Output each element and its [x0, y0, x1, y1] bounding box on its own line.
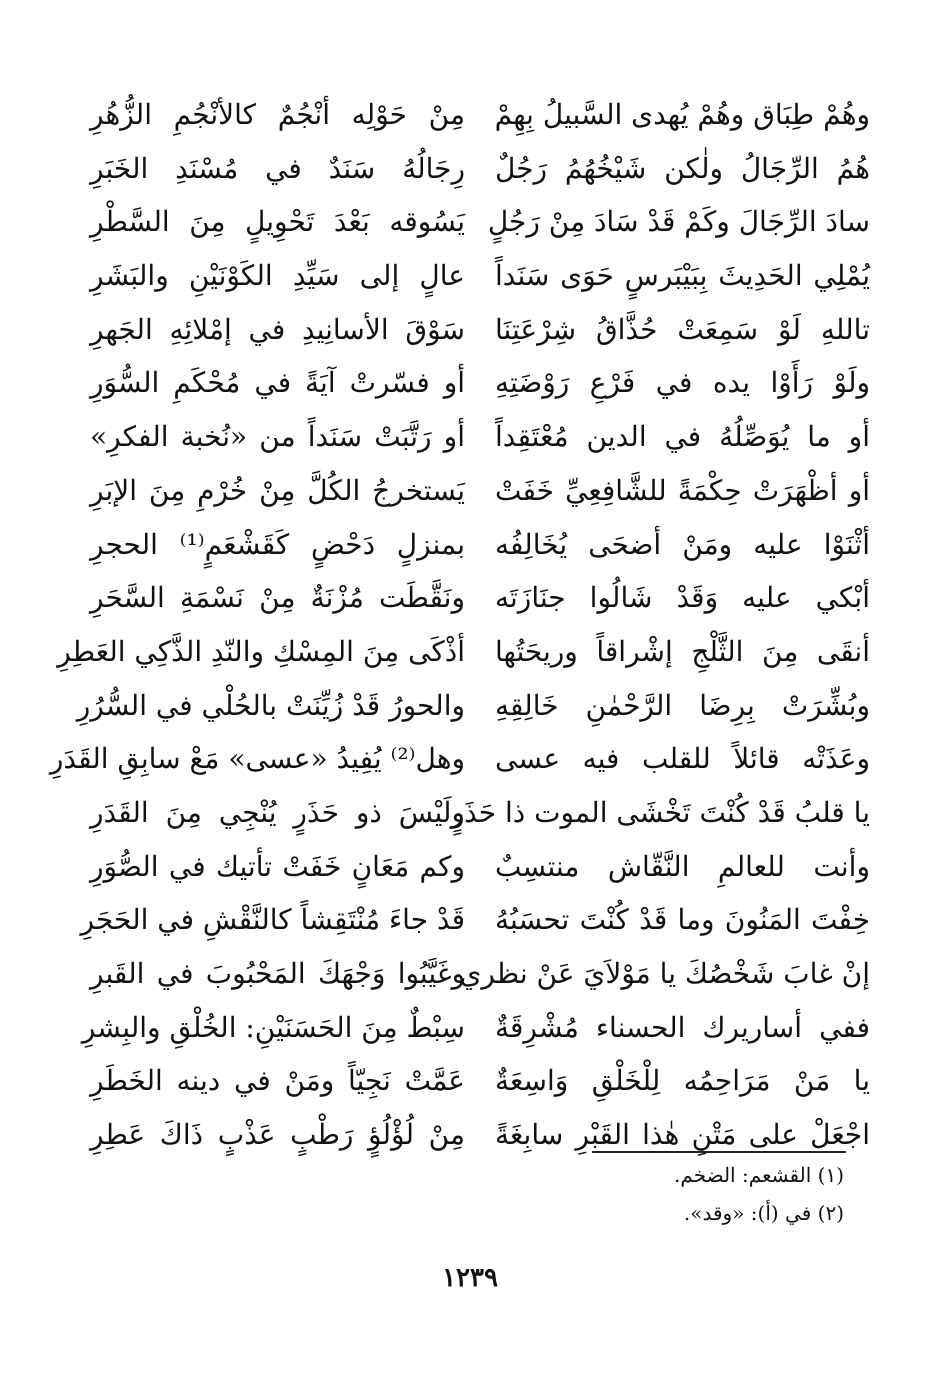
verse-first-hemistich: ففي أساريرك الحسناء مُشْرِقَةٌ — [495, 1010, 870, 1044]
verse-second-hemistich: مِنْ لُؤْلُؤٍ رَطْبٍ عَذْبٍ ذَاكَ عَطِرِ — [90, 1118, 465, 1152]
verse-line — [81, 1001, 870, 1055]
footnote-separator — [592, 1151, 846, 1153]
verse-first-hemistich: وبُشِّرَتْ بِرِضَا الرَّحْمٰنِ خَالِقِهِ — [495, 688, 870, 722]
footnote-2: (٢) في (أ): «وقد». — [683, 1201, 844, 1225]
page-number: ١٢٣٩ — [442, 1263, 498, 1293]
verse-second-hemistich: عالٍ إلى سَيِّدِ الكَوْنَيْنِ والبَشَرِ — [90, 259, 465, 293]
verse-second-hemistich: سِبْطٌ مِنَ الحَسَنَيْنِ: الخُلْقِ والبِشرِ — [81, 1010, 465, 1044]
verse-second-hemistich: مِنْ حَوْلِه أنْجُمٌ كالأنْجُمِ الزُّهُرِ — [90, 98, 465, 132]
verse-first-hemistich: أثْنَوْا عليه ومَنْ أضحَى يُخَالِفُه — [495, 527, 870, 561]
verse-first-hemistich: أبْكي عليه وَقَدْ شَالُوا جنَازَتَه — [495, 581, 870, 615]
verse-first-hemistich: وعَذَتْه قائلاً للقلب فيه عسى — [495, 742, 870, 776]
footnote-1: (١) القشعم: الضخم. — [674, 1163, 844, 1187]
verse-first-hemistich: هُمُ الرِّجَالُ ولٰكن شَيْخُهُمُ رَجُلٌ — [495, 151, 870, 185]
verse-first-hemistich: سادَ الرِّجَالَ وكَمْ قَدْ سَادَ مِنْ رَجُلٍ — [487, 205, 870, 239]
verse-line — [90, 464, 870, 518]
verse-second-hemistich: سَوْقَ الأسانِيدِ في إمْلائِهِ الجَهرِ — [90, 312, 465, 346]
verse-second-hemistich: يَستخرجُ الكُلَّ مِنْ خُرْمِ مِنَ الإبَرِ — [90, 473, 465, 507]
verse-second-hemistich: رِجَالُهُ سَنَدٌ في مُسْنَدِ الخَبَرِ — [90, 151, 465, 185]
verse-line — [80, 893, 870, 947]
verse-first-hemistich: وأنت للعالمِ النَّقّاش منتسِبٌ — [495, 849, 870, 883]
verse-line — [90, 142, 870, 196]
verse-first-hemistich: تاللهِ لَوْ سَمِعَتْ حُذَّاقُ شِرْعَتِنَا — [495, 312, 870, 346]
verse-line — [90, 410, 870, 464]
verse-second-hemistich: ولَيْسَ ذو حَذَرٍ يُنْجِي مِنَ القَدَرِ — [90, 795, 465, 829]
poem-body — [49, 88, 870, 1162]
verse-second-hemistich: وغَيَّبُوا وَجْهَكَ المَحْبُوبَ في القَبرِ — [90, 957, 465, 991]
verse-first-hemistich: ولَوْ رَأَوْا يده في فَرْعِ رَوْضَتِهِ — [495, 366, 870, 400]
verse-second-hemistich: بمنزلٍ دَحْضٍ كَقَشْعَمٍ⁽¹⁾ الحجرِ — [90, 527, 465, 561]
verse-first-hemistich: خِفْتَ المَنُونَ وما قَدْ كُنْتَ تحسَبُهُ — [495, 903, 870, 937]
verse-line — [90, 1054, 870, 1108]
verse-second-hemistich: عَمَّتْ نَجِيّاً ومَنْ في دينه الخَطَرِ — [90, 1064, 465, 1098]
verse-line — [90, 356, 870, 410]
verse-first-hemistich: أنقَى مِنَ الثَّلْجِ إشْراقاً وريحَتُها — [495, 634, 870, 668]
verse-first-hemistich: يا قلبُ قَدْ كُنْتَ تَخْشَى الموت ذا حَذَرٍ — [450, 795, 870, 829]
verse-first-hemistich: أو أظْهَرَتْ حِكْمَةً للشَّافِعِيِّ خَفَتْ — [495, 473, 870, 507]
verse-second-hemistich: أو رَتَّبَتْ سَنَداً من «نُخبة الفكرِ» — [90, 420, 465, 454]
verse-second-hemistich: وهل⁽²⁾ يُفِيدُ «عسى» مَعْ سابِقِ القَدَرِ — [49, 742, 465, 776]
footnotes — [484, 1163, 844, 1239]
verse-line — [90, 88, 870, 142]
verse-first-hemistich: وهُمْ طِبَاق وهُمْ يُهدى السَّبيلُ بِهِمْ — [494, 98, 870, 132]
verse-first-hemistich: يا مَنْ مَرَاحِمُه لِلْخَلْقِ وَاسِعَةٌ — [495, 1064, 870, 1098]
verse-line — [57, 625, 870, 679]
verse-line — [90, 786, 870, 840]
verse-second-hemistich: يَسُوقه بَعْدَ تَحْوِيلٍ مِنَ السَّطْرِ — [90, 205, 465, 239]
verse-line — [90, 518, 870, 572]
verse-second-hemistich: ونَقَّطَت مُزْنَةٌ مِنْ نَسْمَةِ السَّحَرِ — [90, 581, 465, 615]
verse-second-hemistich: وكم مَعَانٍ خَفَتْ تأتيك في الصُّوَرِ — [90, 849, 465, 883]
verse-second-hemistich: أو فسّرتْ آيَةً في مُحْكَمِ السُّوَرِ — [90, 366, 465, 400]
verse-first-hemistich: اجْعَلْ على مَتْنِ هٰذا القَبْرِ سابِغَةً — [495, 1118, 870, 1152]
verse-first-hemistich: يُمْلِي الحَدِيثَ بِبَيْبَرسٍ حَوَى سَنَداً — [495, 259, 870, 293]
verse-line — [90, 840, 870, 894]
verse-first-hemistich: أو ما يُوَصِّلُهُ في الدين مُعْتَقِداً — [495, 420, 870, 454]
verse-line — [90, 571, 870, 625]
verse-second-hemistich: قَدْ جاءَ مُنْتَقِشاً كالنَّقْشِ في الحَجَرِ — [80, 903, 465, 937]
verse-first-hemistich: إنْ غابَ شَخْصُكَ يا مَوْلاَيَ عَنْ نظري — [459, 957, 870, 991]
verse-line — [90, 947, 870, 1001]
verse-second-hemistich: أذْكَى مِنَ المِسْكِ والنّدِ الذَّكِي العَطِرِ — [57, 634, 465, 668]
verse-line — [90, 303, 870, 357]
verse-line — [90, 249, 870, 303]
verse-second-hemistich: والحورُ قَدْ زُيِّنَتْ بالحُلْي في السُّرُرِ — [76, 688, 465, 722]
verse-line — [49, 732, 870, 786]
verse-line — [90, 195, 870, 249]
verse-line — [76, 679, 870, 733]
verse-line — [90, 1108, 870, 1162]
